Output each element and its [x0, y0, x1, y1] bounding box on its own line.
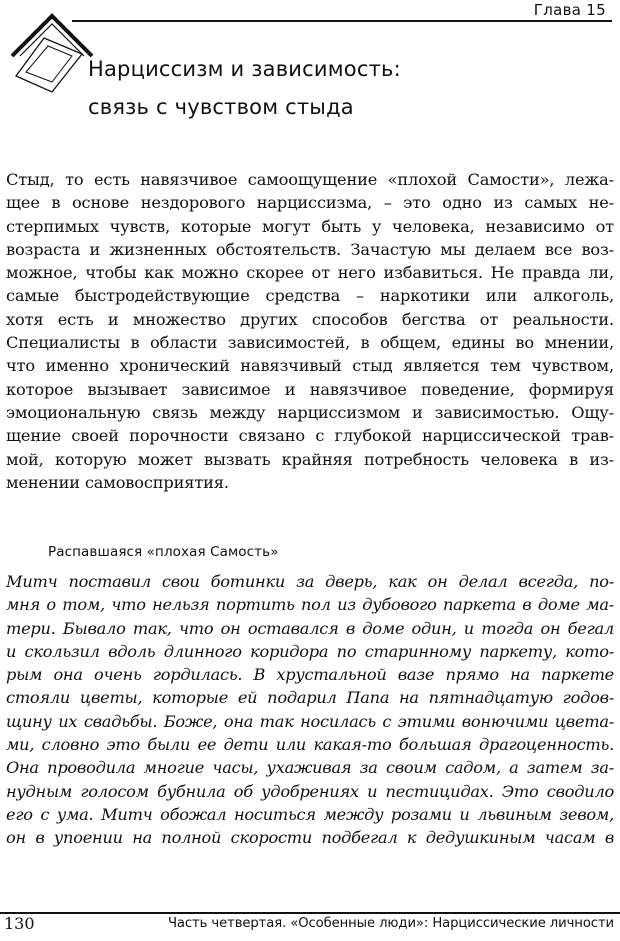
- chapter-title-line: Нарциссизм и зависимость:: [88, 57, 401, 81]
- chapter-title-line: связь с чувством стыда: [88, 95, 354, 119]
- header-rule: [72, 20, 612, 22]
- text-line: менении самовосприятия.: [6, 472, 229, 492]
- text-line: щее в основе нездорового нарциссизма, – это одно из самых не-: [6, 193, 614, 213]
- text-line: щину их свадьбы. Боже, она так носилась с этими вонючими цвета-: [6, 711, 614, 731]
- text-line: нудным голосом бубнила об удобрениях и пестицидах. Это сводило: [6, 781, 614, 801]
- text-line: можное, чтобы как можно скорее от него избавиться. Не правда ли,: [6, 263, 614, 283]
- text-line: ми, словно это были ее дети или какая-то большая драгоценность.: [6, 735, 614, 755]
- text-line: хотя есть и множество других способов бегства от реальности.: [6, 309, 614, 329]
- text-line: эмоциональную связь между нарциссизмом и зависимостью. Ощу-: [6, 402, 614, 422]
- body-paragraph: [6, 168, 614, 494]
- text-line: которое вызывает зависимое и навязчивое поведение, формируя: [6, 379, 614, 399]
- running-footer: Часть четвертая. «Особенные люди»: Нарциссические личности: [167, 916, 614, 931]
- footer-rule: [0, 912, 620, 914]
- chapter-label: Глава 15: [533, 1, 606, 19]
- chapter-emblem-icon: [8, 0, 98, 98]
- text-line: мня о том, что нельзя портить пол из дубового паркета в доме ма-: [6, 595, 614, 615]
- text-line: Она проводила многие часы, ухаживая за своим садом, а затем за-: [6, 758, 614, 778]
- text-line: его с ума. Митч обожал носиться между розами и львиным зевом,: [6, 804, 614, 824]
- text-line: Стыд, то есть навязчивое самоощущение «плохой Самости», лежа-: [6, 170, 614, 189]
- text-line: возраста и жизненных обстоятельств. Зачастую мы делаем все воз-: [6, 239, 614, 259]
- text-line: щение своей порочности связано с глубокой нарциссической трав-: [6, 426, 614, 446]
- text-line: самые быстродействующие средства – наркотики или алкоголь,: [6, 286, 614, 306]
- text-line: мой, которую может вызвать крайняя потребность человека в из-: [6, 449, 614, 469]
- text-line: стерпимых чувств, которые могут быть у человека, независимо от: [6, 216, 614, 236]
- text-line: рым она очень гордилась. В хрустальной вазе прямо на паркете: [6, 665, 614, 685]
- section-heading: Распавшаяся «плохая Самость»: [48, 544, 279, 560]
- text-line: стояли цветы, которые ей подарил Папа на пятнадцатую годов-: [6, 688, 614, 708]
- text-line: он в упоении на полной скорости подбегал к дедушкиным часам в: [6, 828, 614, 848]
- text-line: что именно хронический навязчивый стыд является тем чувством,: [6, 356, 614, 376]
- text-line: Митч поставил свои ботинки за дверь, как он делал всегда, по-: [6, 572, 614, 591]
- text-line: и скользил вдоль длинного коридора по старинному паркету, кото-: [6, 641, 614, 661]
- italic-paragraph: [6, 570, 614, 850]
- chapter-title: [88, 50, 528, 126]
- page-number: 130: [4, 914, 35, 933]
- text-line: тери. Бывало так, что он оставался в доме один, и тогда он бегал: [6, 618, 614, 638]
- text-line: Специалисты в области зависимостей, в общем, едины во мнении,: [6, 333, 614, 353]
